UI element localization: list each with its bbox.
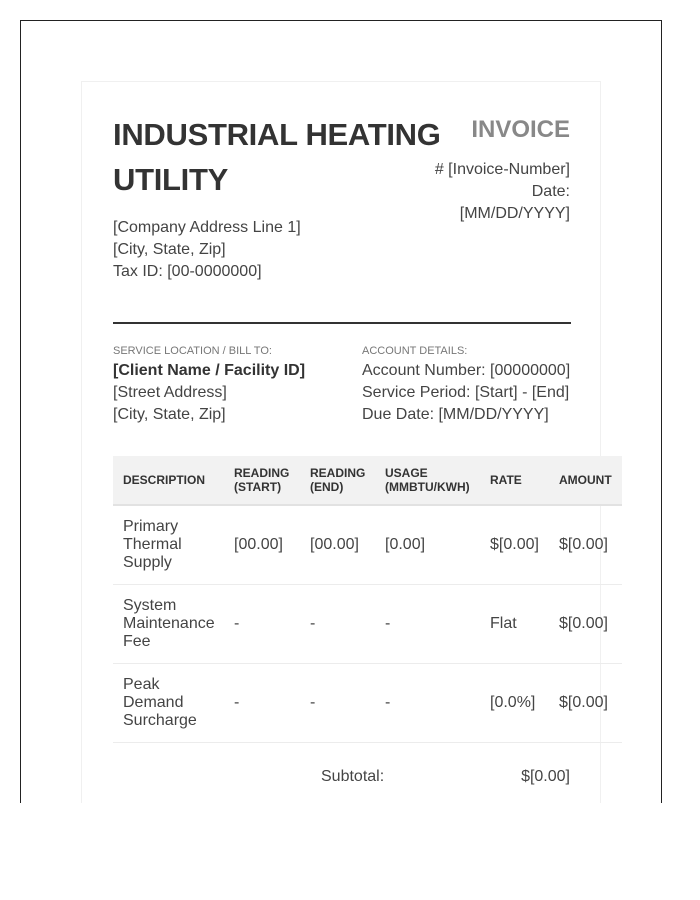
invoice-date-value: [MM/DD/YYYY]: [459, 205, 570, 222]
company-city-state-zip: [City, State, Zip]: [113, 241, 226, 258]
bill-to-block: [113, 344, 353, 426]
cell-reading-end: [00.00]: [300, 505, 375, 585]
table-row: [113, 505, 622, 585]
column-header-amount: AMOUNT: [549, 456, 622, 505]
column-header-description: DESCRIPTION: [113, 456, 224, 505]
invoice-title: INVOICE: [471, 116, 570, 143]
cell-rate: $[0.00]: [480, 505, 549, 585]
cell-reading-start: -: [224, 664, 300, 743]
column-header-reading-end: READING (END): [300, 456, 375, 505]
account-details-block: [362, 344, 592, 426]
cell-usage: [0.00]: [375, 505, 480, 585]
cell-reading-start: [00.00]: [224, 505, 300, 585]
cell-rate: [0.0%]: [480, 664, 549, 743]
cell-reading-start: -: [224, 585, 300, 664]
page-viewport: [20, 20, 662, 803]
cell-reading-end: -: [300, 664, 375, 743]
cell-rate: Flat: [480, 585, 549, 664]
client-name: [Client Name / Facility ID]: [113, 362, 306, 379]
header-divider: [113, 322, 571, 324]
account-details-label: ACCOUNT DETAILS:: [362, 345, 468, 357]
client-street: [Street Address]: [113, 384, 227, 401]
cell-reading-end: -: [300, 585, 375, 664]
account-number: Account Number: [00000000]: [362, 362, 571, 379]
invoice-meta: [430, 116, 570, 225]
client-city-state-zip: [City, State, Zip]: [113, 406, 226, 423]
subtotal-value: $[0.00]: [521, 768, 570, 785]
invoice-date-label: Date:: [531, 183, 570, 200]
invoice-document: [81, 81, 612, 803]
cell-description: Peak Demand Surcharge: [113, 664, 224, 743]
column-header-reading-start: READING (START): [224, 456, 300, 505]
company-name: INDUSTRIAL HEATING UTILITY: [113, 117, 441, 197]
bill-to-label: SERVICE LOCATION / BILL TO:: [113, 345, 272, 357]
subtotal-label: Subtotal:: [321, 768, 385, 785]
table-row: [113, 585, 622, 664]
invoice-number: # [Invoice-Number]: [434, 161, 570, 178]
line-items-table: [113, 456, 622, 743]
company-address-line1: [Company Address Line 1]: [113, 219, 301, 236]
service-period: Service Period: [Start] - [End]: [362, 384, 570, 401]
table-row: [113, 664, 622, 743]
column-header-rate: RATE: [480, 456, 549, 505]
cell-description: System Maintenance Fee: [113, 585, 224, 664]
cell-amount: $[0.00]: [549, 585, 622, 664]
cell-usage: -: [375, 585, 480, 664]
cell-description: Primary Thermal Supply: [113, 505, 224, 585]
table-header-row: [113, 456, 622, 505]
company-address-block: [113, 217, 301, 283]
cell-amount: $[0.00]: [549, 505, 622, 585]
cell-amount: $[0.00]: [549, 664, 622, 743]
cell-usage: -: [375, 664, 480, 743]
company-tax-id: Tax ID: [00-0000000]: [113, 263, 262, 280]
due-date: Due Date: [MM/DD/YYYY]: [362, 406, 549, 423]
column-header-usage: USAGE (MMBTU/KWH): [375, 456, 480, 505]
